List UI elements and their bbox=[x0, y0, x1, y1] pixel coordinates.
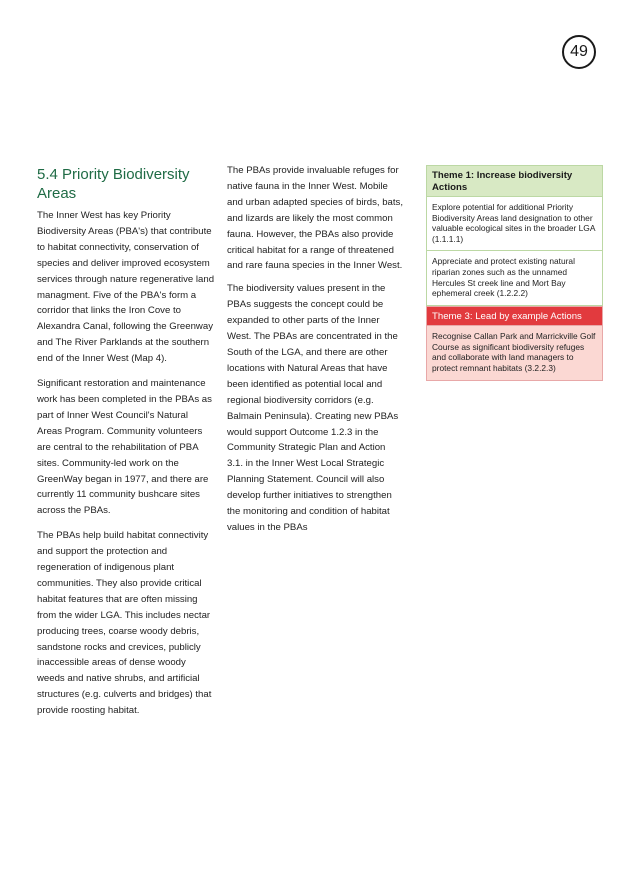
theme1-actions-box bbox=[426, 165, 603, 306]
theme3-actions-box bbox=[426, 306, 603, 381]
paragraph: Significant restoration and maintenance work has been completed in the PBAs as part of Inner West Council's Natural Areas Program. Community volunteers are central to the rehabilitation of PBA sites. Community-led work on the GreenWay began in 1977, and there are currently 11 community bushcare sites across the PBAs. bbox=[37, 378, 212, 517]
theme3-heading: Theme 3: Lead by example Actions bbox=[427, 307, 602, 327]
theme1-heading: Theme 1: Increase biodiversity Actions bbox=[427, 166, 602, 197]
action-item: Explore potential for additional Priority Biodiversity Areas land designation to other valuable ecological sites in the broader LGA (1.1.1.1) bbox=[432, 202, 595, 244]
paragraph: The biodiversity values present in the PBAs suggests the concept could be expanded to other parts of the Inner West. The PBAs are concentrated in the South of the LGA, and there are other locations with Natural Areas that have been identified as potential local and regional biodiversity corridors (e.g. Balmain Peninsula). Creating new PBAs would support Outcome 1.2.3 in the Community Strategic Plan and Action 3.1. in the Inner West Local Strategic Planning Statement. Council will also develop further initiatives to strengthen the monitoring and condition of habitat values in the PBAs bbox=[227, 283, 399, 533]
paragraph: The PBAs provide invaluable refuges for native fauna in the Inner West. Mobile and urban adapted species of birds, bats, and lizards are likely the most common fauna. However, the PBAs also provide critical habitat for a range of threatened and rare fauna species in the Inner West. bbox=[227, 165, 404, 272]
left-column bbox=[37, 165, 215, 728]
paragraph: The PBAs help build habitat connectivity and support the protection and regeneration of indigenous plant communities. They also provide critical habitat features that are often missing from the wider LGA. This includes nectar producing trees, coarse woody debris, sandstone rocks and crevices, publicly inaccessible areas of dense woody weeds and native shrubs, and artificial structures (e.g. culverts and bridges) that provide roosting habitat. bbox=[37, 530, 212, 717]
action-item: Appreciate and protect existing natural riparian zones such as the unnamed Hercules St creek line and Mort Bay ephemeral creek (1.2.2.2) bbox=[427, 250, 602, 304]
page-number: 49 bbox=[562, 35, 596, 69]
section-title: 5.4 Priority Biodiversity Areas bbox=[37, 166, 190, 202]
paragraph: The Inner West has key Priority Biodiversity Areas (PBA's) that contribute to habitat connectivity, conservation of species and deliver improved ecosystem services through nature regenerative land managment. Five of the PBA's form a corridor that links the Iron Cove to Alexandra Canal, following the Greenway and The River Parklands at the southern end of the Inner West (Map 4). bbox=[37, 210, 215, 365]
action-item: Recognise Callan Park and Marrickville Golf Course as significant biodiversity refuges and collaborate with land managers to protect remnant habitats (3.2.2.3) bbox=[427, 326, 602, 379]
actions-sidebar bbox=[426, 165, 603, 381]
middle-column bbox=[227, 163, 403, 543]
